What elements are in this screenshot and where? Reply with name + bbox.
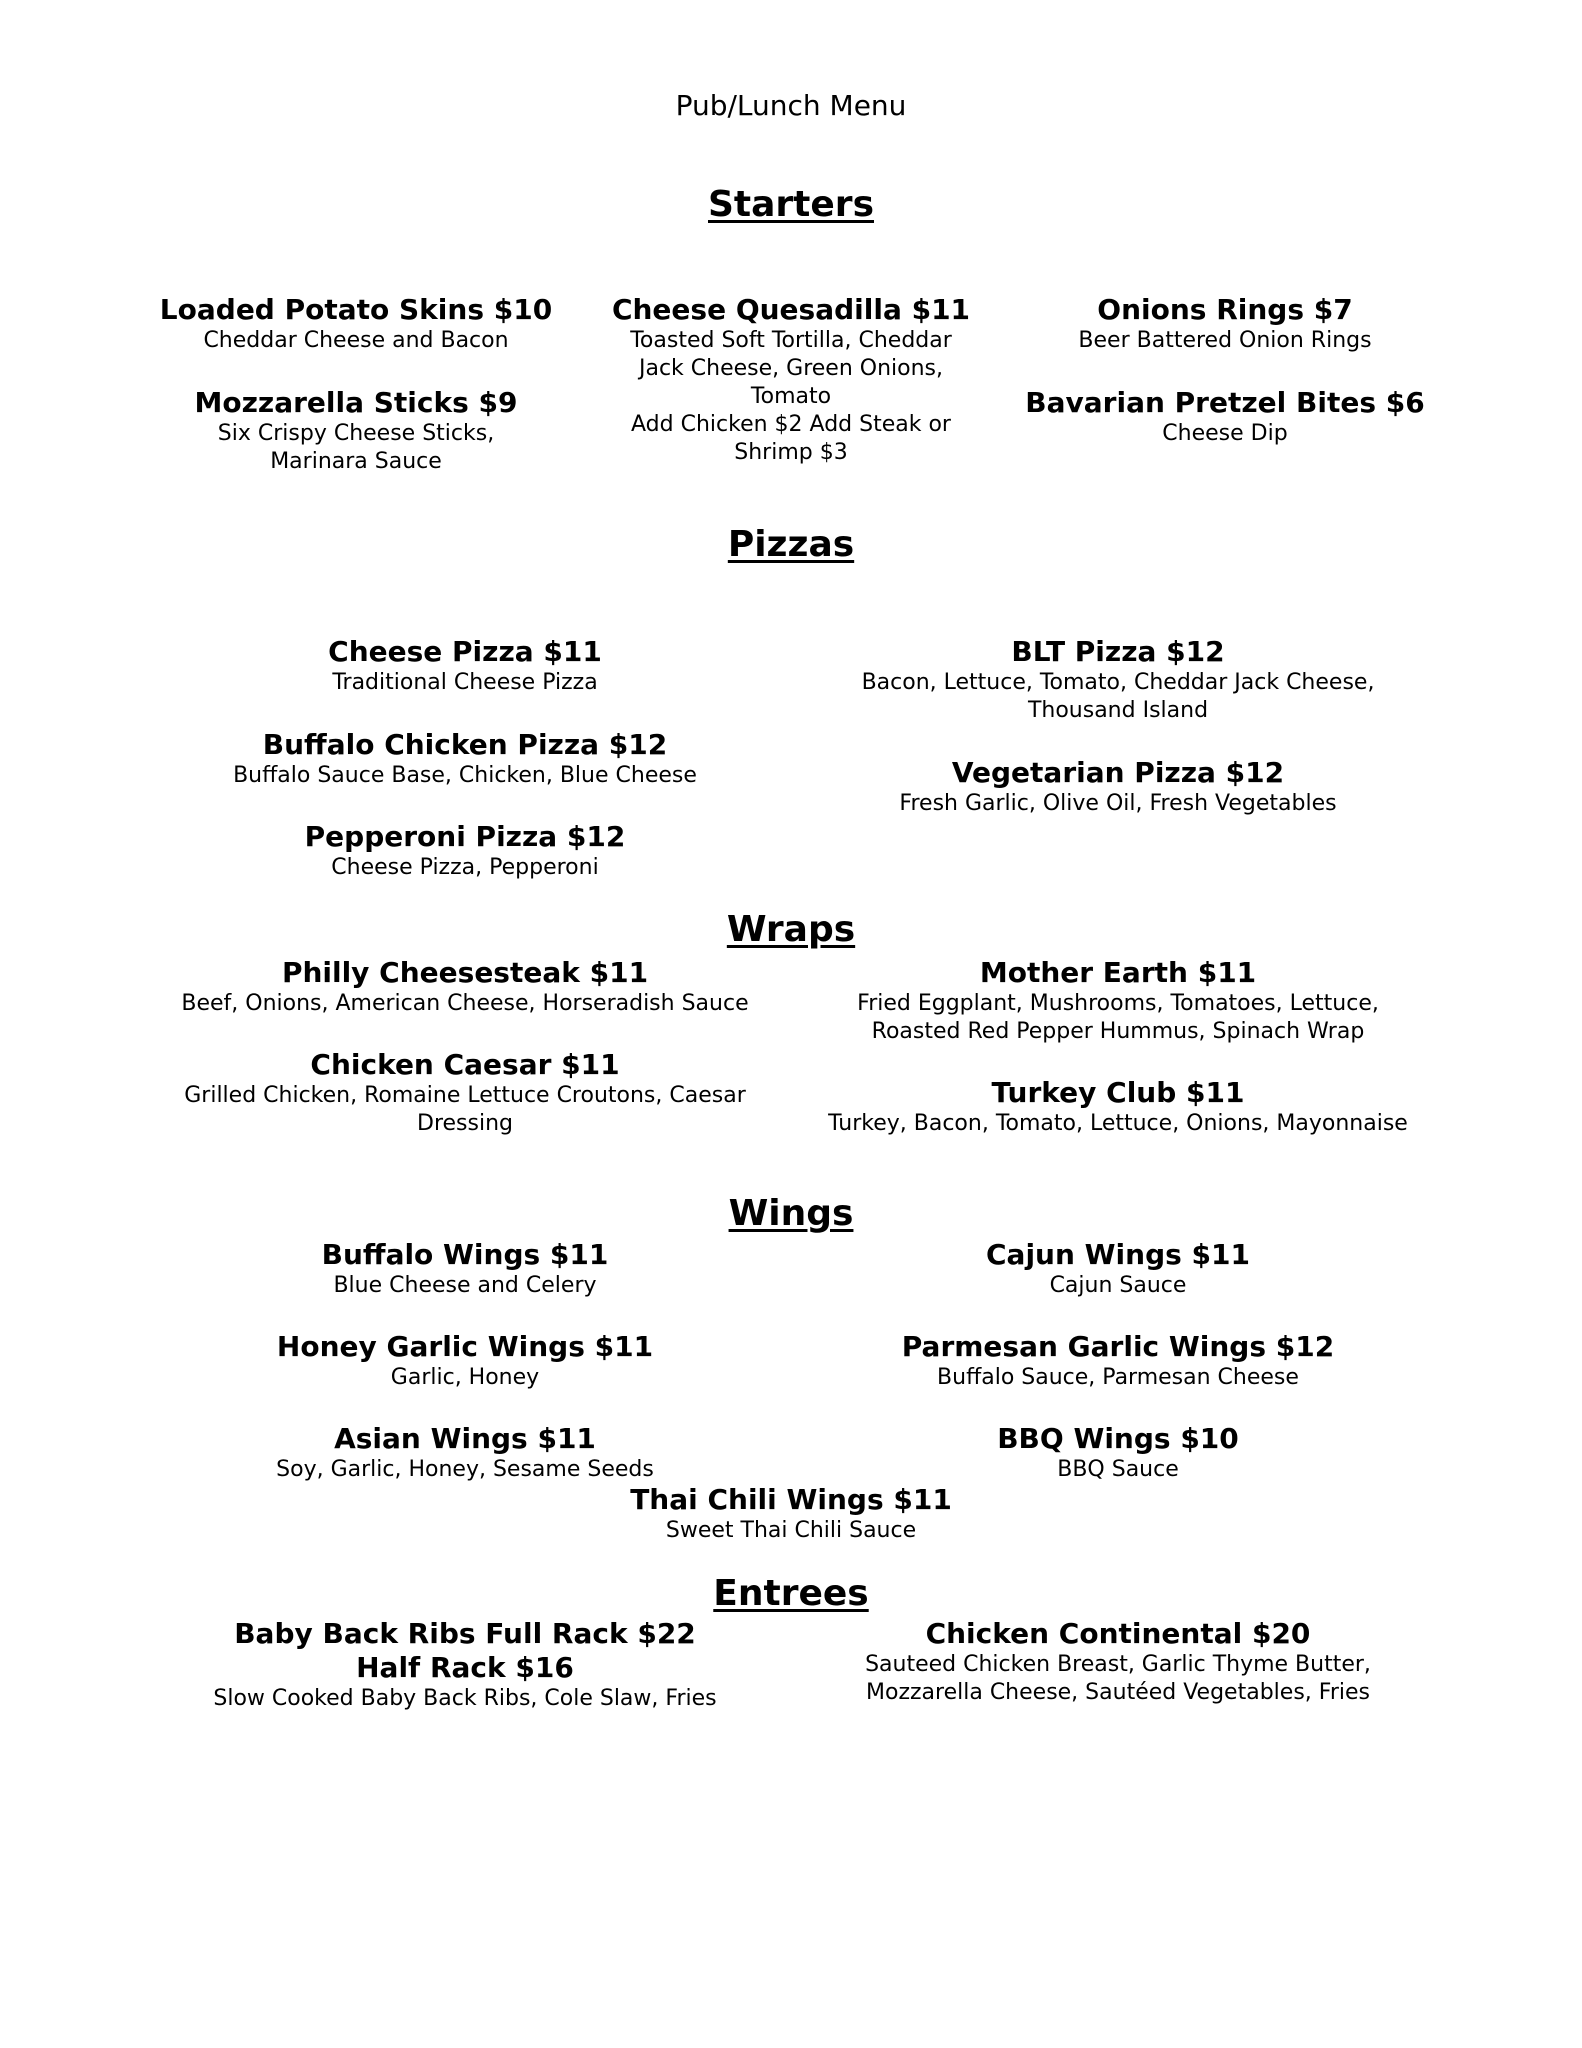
item-name: Bavarian Pretzel Bites $6 [1025, 386, 1425, 419]
item-description-line: Roasted Red Pepper Hummus, Spinach Wrap [871, 1019, 1365, 1044]
menu-item-loaded-potato-skins [150, 293, 562, 355]
item-description-line: Beef, Onions, American Cheese, Horseradish Sauce [181, 991, 749, 1016]
item-description-line: Slow Cooked Baby Back Ribs, Cole Slaw, Fries [213, 1686, 717, 1711]
menu-item-buffalo-chicken-pizza [165, 728, 765, 790]
item-name: Cheese Pizza $11 [328, 635, 602, 668]
menu-item-bavarian-pretzel-bites [1025, 386, 1425, 448]
menu-item-mozzarella-sticks [150, 386, 562, 476]
menu-item-mother-earth [818, 956, 1418, 1046]
item-name: Cajun Wings $11 [986, 1238, 1250, 1271]
item-description [165, 1456, 765, 1484]
item-description [165, 669, 765, 697]
item-description-line: Marinara Sauce [270, 449, 442, 474]
item-name: Loaded Potato Skins $10 [159, 293, 553, 326]
item-description-line: Sauteed Chicken Breast, Garlic Thyme Butter, [865, 1652, 1371, 1677]
item-name: BLT Pizza $12 [1011, 635, 1225, 668]
item-description-line: Cajun Sauce [1049, 1273, 1187, 1298]
item-description-line: Traditional Cheese Pizza [332, 670, 598, 695]
item-name: Buffalo Wings $11 [321, 1238, 609, 1271]
menu-item-baby-back-ribs [165, 1617, 765, 1713]
item-description-line: Cheddar Cheese and Bacon [203, 328, 509, 353]
page-title: Pub/Lunch Menu [675, 89, 907, 122]
item-description-line: Turkey, Bacon, Tomato, Lettuce, Onions, Mayonnaise [828, 1111, 1408, 1136]
menu-item-honey-garlic-wings [165, 1330, 765, 1392]
item-description [491, 1517, 1091, 1545]
item-description [818, 669, 1418, 725]
item-description-line: Buffalo Sauce Base, Chicken, Blue Cheese [233, 763, 697, 788]
item-description [165, 1364, 765, 1392]
menu-item-turkey-club [818, 1076, 1418, 1138]
item-name: Chicken Continental $20 [925, 1617, 1311, 1650]
item-description-line: Fried Eggplant, Mushrooms, Tomatoes, Lettuce, [857, 991, 1379, 1016]
item-description [818, 1272, 1418, 1300]
item-description-line: Cheese Dip [1162, 421, 1288, 446]
item-description [165, 990, 765, 1018]
item-name: Honey Garlic Wings $11 [276, 1330, 654, 1363]
item-description [150, 420, 562, 476]
item-name: Chicken Caesar $11 [310, 1048, 620, 1081]
item-description [165, 762, 765, 790]
item-description-line: Jack Cheese, Green Onions, [638, 356, 943, 381]
item-name: Parmesan Garlic Wings $12 [901, 1330, 1335, 1363]
item-description-line: Soy, Garlic, Honey, Sesame Seeds [276, 1457, 654, 1482]
item-description [1025, 327, 1425, 355]
item-name: Mozzarella Sticks $9 [194, 386, 518, 419]
menu-item-onion-rings [1025, 293, 1425, 355]
item-name: Thai Chili Wings $11 [630, 1483, 952, 1516]
item-description [818, 990, 1418, 1046]
menu-item-blt-pizza [818, 635, 1418, 725]
item-description-line: Sweet Thai Chili Sauce [665, 1518, 917, 1543]
item-description-line: Garlic, Honey [390, 1365, 540, 1390]
section-heading-entrees: Entrees [713, 1573, 869, 1614]
item-name: Onions Rings $7 [1097, 293, 1353, 326]
item-description [165, 1685, 765, 1713]
item-description-line: Beer Battered Onion Rings [1078, 328, 1372, 353]
menu-item-bbq-wings [818, 1422, 1418, 1484]
item-name: Vegetarian Pizza $12 [951, 756, 1285, 789]
item-description-line: Grilled Chicken, Romaine Lettuce Croutons, Caesar [184, 1083, 746, 1108]
item-name: BBQ Wings $10 [997, 1422, 1239, 1455]
item-description-line: Add Chicken $2 Add Steak or [631, 412, 951, 437]
item-description-line: Thousand Island [1027, 698, 1209, 723]
menu-item-chicken-caesar [165, 1048, 765, 1138]
item-description-line: Shrimp $3 [734, 440, 848, 465]
item-description [165, 1272, 765, 1300]
item-description [818, 1456, 1418, 1484]
item-description-line: Dressing [417, 1111, 513, 1136]
item-description [818, 1651, 1418, 1707]
item-description [818, 1110, 1418, 1138]
section-heading-wraps: Wraps [726, 909, 856, 950]
item-description [818, 1364, 1418, 1392]
item-description-line: Bacon, Lettuce, Tomato, Cheddar Jack Cheese, [861, 670, 1375, 695]
item-description-line: Six Crispy Cheese Sticks, [217, 421, 495, 446]
menu-item-cajun-wings [818, 1238, 1418, 1300]
item-name: Buffalo Chicken Pizza $12 [262, 728, 668, 761]
item-description [591, 327, 991, 467]
section-heading-pizzas: Pizzas [727, 524, 855, 565]
menu-item-pepperoni-pizza [165, 820, 765, 882]
item-name: Cheese Quesadilla $11 [611, 293, 971, 326]
menu-item-thai-chili-wings [491, 1483, 1091, 1545]
menu-item-buffalo-wings [165, 1238, 765, 1300]
item-name: Philly Cheesesteak $11 [281, 956, 649, 989]
item-description [150, 327, 562, 355]
item-description-line: Toasted Soft Tortilla, Cheddar [630, 328, 952, 353]
section-heading-wings: Wings [728, 1193, 854, 1234]
item-name: Pepperoni Pizza $12 [304, 820, 626, 853]
menu-item-chicken-continental [818, 1617, 1418, 1707]
menu-item-vegetarian-pizza [818, 756, 1418, 818]
menu-item-cheese-pizza [165, 635, 765, 697]
item-description-line: Buffalo Sauce, Parmesan Cheese [937, 1365, 1299, 1390]
menu-item-asian-wings [165, 1422, 765, 1484]
item-description [165, 1082, 765, 1138]
section-heading-starters: Starters [708, 184, 874, 225]
item-name: Turkey Club $11 [991, 1076, 1245, 1109]
item-description [818, 790, 1418, 818]
item-description-line: Blue Cheese and Celery [333, 1273, 597, 1298]
item-description-line: Mozzarella Cheese, Sautéed Vegetables, Fries [866, 1680, 1370, 1705]
item-description [1025, 420, 1425, 448]
item-description-line: Fresh Garlic, Olive Oil, Fresh Vegetables [899, 791, 1337, 816]
menu-item-parmesan-garlic-wings [818, 1330, 1418, 1392]
item-description [165, 854, 765, 882]
item-name: Baby Back Ribs Full Rack $22 [234, 1617, 696, 1650]
menu-item-cheese-quesadilla [591, 293, 991, 467]
item-name: Asian Wings $11 [334, 1422, 596, 1455]
item-name-secondary: Half Rack $16 [356, 1651, 574, 1684]
item-description-line: BBQ Sauce [1057, 1457, 1179, 1482]
item-description-line: Tomato [750, 384, 832, 409]
item-description-line: Cheese Pizza, Pepperoni [331, 855, 599, 880]
menu-item-philly-cheesesteak [165, 956, 765, 1018]
item-name: Mother Earth $11 [979, 956, 1257, 989]
